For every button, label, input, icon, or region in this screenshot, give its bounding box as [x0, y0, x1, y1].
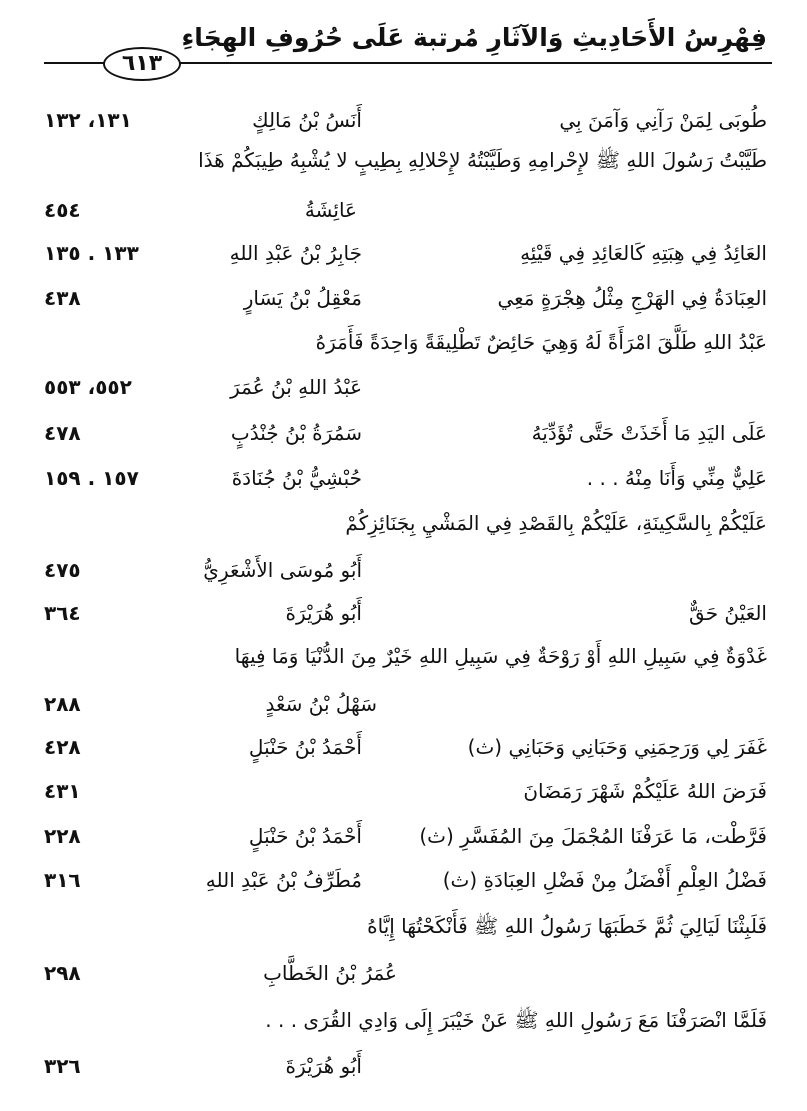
- narrator: مُطَرِّفُ بْنُ عَبْدِ اللهِ: [205, 868, 362, 892]
- hadith-text: العِبَادَةُ فِي الهَرْجِ مِثْلُ هِجْرَةٍ مَعِي: [497, 286, 767, 310]
- page-refs: ٤٣٨: [44, 286, 81, 310]
- page-refs: ٤٧٨: [44, 421, 81, 445]
- page-refs: ٥٥٢، ٥٥٣: [44, 375, 132, 399]
- list-item: [0, 503, 807, 543]
- page-refs: ٤٥٤: [44, 198, 81, 222]
- list-item: [0, 233, 807, 273]
- narrator: أَبُو هُرَيْرَةَ: [285, 601, 362, 625]
- hadith-text: عَلِيٌّ مِنِّي وَأَنَا مِنْهُ . . .: [586, 466, 767, 490]
- list-item: [0, 1000, 807, 1040]
- hadith-text: فَضْلُ العِلْمِ أَفْضَلُ مِنْ فَضْلِ العِبَادَةِ (ث): [442, 868, 767, 892]
- narrator: أَنَسُ بْنُ مَالِكٍ: [252, 108, 362, 132]
- page-refs: ٣٢٦: [44, 1054, 81, 1078]
- hadith-text: غَدْوَةٌ فِي سَبِيلِ اللهِ أَوْ رَوْحَةٌ فِي سَبِيلِ اللهِ خَيْرٌ مِنَ الدُّنْيَا وَمَا فِيهَا: [234, 644, 767, 668]
- hadith-text: العَيْنُ حَقٌّ: [689, 601, 767, 625]
- hadith-text: عَبْدُ اللهِ طَلَّقَ امْرَأَةً لَهُ وَهِيَ حَائِضٌ تَطْلِيقَةً وَاحِدَةً فَأَمَرَهُ: [315, 330, 767, 354]
- list-item: [0, 322, 807, 362]
- page-refs: ٣٦٤: [44, 601, 81, 625]
- narrator: أَبُو هُرَيْرَةَ: [285, 1054, 362, 1078]
- list-item: [0, 684, 807, 724]
- page-refs: ٢٢٨: [44, 824, 81, 848]
- narrator: سَمُرَةُ بْنُ جُنْدُبٍ: [230, 421, 362, 445]
- hadith-text: عَلَى اليَدِ مَا أَخَذَتْ حَتَّى تُؤَدِّيَهُ: [531, 421, 767, 445]
- page-refs: ٤٣١: [44, 779, 81, 803]
- hadith-text: فَرَضَ اللهُ عَلَيْكُمْ شَهْرَ رَمَضَانَ: [523, 779, 767, 803]
- hadith-text: العَائِدُ فِي هِبَتِهِ كَالعَائِدِ فِي قَيْئِهِ: [520, 241, 767, 265]
- hadith-text: غَفَرَ لِي وَرَحِمَنِي وَحَبَانِي وَحَبَانِي (ث): [467, 735, 767, 759]
- narrator: عَائِشَةُ: [304, 198, 357, 222]
- list-item: [0, 953, 807, 993]
- hadith-text: طَيَّبْتُ رَسُولَ اللهِ ﷺ لإِحْرامِهِ وَطَيَّبْتُهُ لإِحْلالِهِ بِطِيبٍ لا يُشْبِهُ طِيبَكُمْ هَذَا: [198, 148, 767, 172]
- narrator: أَبُو مُوسَى الأَشْعَرِيُّ: [203, 558, 362, 582]
- list-item: [0, 906, 807, 946]
- list-item: [0, 278, 807, 318]
- list-item: [0, 771, 807, 811]
- page-title: فِهْرِسُ الأَحَادِيثِ وَالآثَارِ مُرتبة عَلَى حُرُوفِ الهِجَاءِ: [181, 23, 767, 52]
- page-refs: ٢٨٨: [44, 692, 81, 716]
- list-item: [0, 140, 807, 180]
- list-item: [0, 860, 807, 900]
- list-item: [0, 100, 807, 140]
- narrator: عُمَرُ بْنُ الخَطَّابِ: [263, 961, 397, 985]
- list-item: [0, 550, 807, 590]
- narrator: جَابِرُ بْنُ عَبْدِ اللهِ: [229, 241, 362, 265]
- list-item: [0, 367, 807, 407]
- list-item: [0, 727, 807, 767]
- page-refs: ١٥٧ . ١٥٩: [44, 466, 139, 490]
- narrator: حُبْشِيُّ بْنُ جُنَادَةَ: [231, 466, 362, 490]
- hadith-text: فَلَمَّا انْصَرَفْنَا مَعَ رَسُولِ اللهِ ﷺ عَنْ خَيْبَرَ إِلَى وَادِي القُرَى . . .: [265, 1008, 767, 1032]
- list-item: [0, 190, 807, 230]
- list-item: [0, 636, 807, 676]
- narrator: أَحْمَدُ بْنُ حَنْبَلٍ: [248, 735, 362, 759]
- page-refs: ٤٢٨: [44, 735, 81, 759]
- page-refs: ٢٩٨: [44, 961, 81, 985]
- page-refs: ٤٧٥: [44, 558, 81, 582]
- list-item: [0, 413, 807, 453]
- narrator: أَحْمَدُ بْنُ حَنْبَلٍ: [248, 824, 362, 848]
- hadith-text: فَرَّطْت، مَا عَرَفْنَا المُجْمَلَ مِنَ المُفَسَّرِ (ث): [419, 824, 767, 848]
- narrator: عَبْدُ اللهِ بْنُ عُمَرَ: [230, 375, 362, 399]
- page-refs: ١٣٣ . ١٣٥: [44, 241, 139, 265]
- narrator: مَعْقِلُ بْنُ يَسَارٍ: [243, 286, 362, 310]
- hadith-text: فَلَبِثْنَا لَيَالِيَ ثُمَّ خَطَبَهَا رَسُولُ اللهِ ﷺ فَأَنْكَحْتُهَا إِيَّاهُ: [367, 914, 767, 938]
- page-refs: ١٣١، ١٣٢: [44, 108, 132, 132]
- list-item: [0, 458, 807, 498]
- list-item: [0, 816, 807, 856]
- page-refs: ٣١٦: [44, 868, 81, 892]
- page-number: ٦١٣: [103, 47, 181, 81]
- list-item: [0, 593, 807, 633]
- hadith-text: عَلَيْكُمْ بِالسَّكِينَةِ، عَلَيْكُمْ بِالقَصْدِ فِي المَشْيِ بِجَنَائِزِكُمْ: [345, 511, 767, 535]
- list-item: [0, 1046, 807, 1086]
- narrator: سَهْلُ بْنُ سَعْدٍ: [265, 692, 377, 716]
- hadith-text: طُوبَى لِمَنْ رَآنِي وَآمَنَ بِي: [559, 108, 767, 132]
